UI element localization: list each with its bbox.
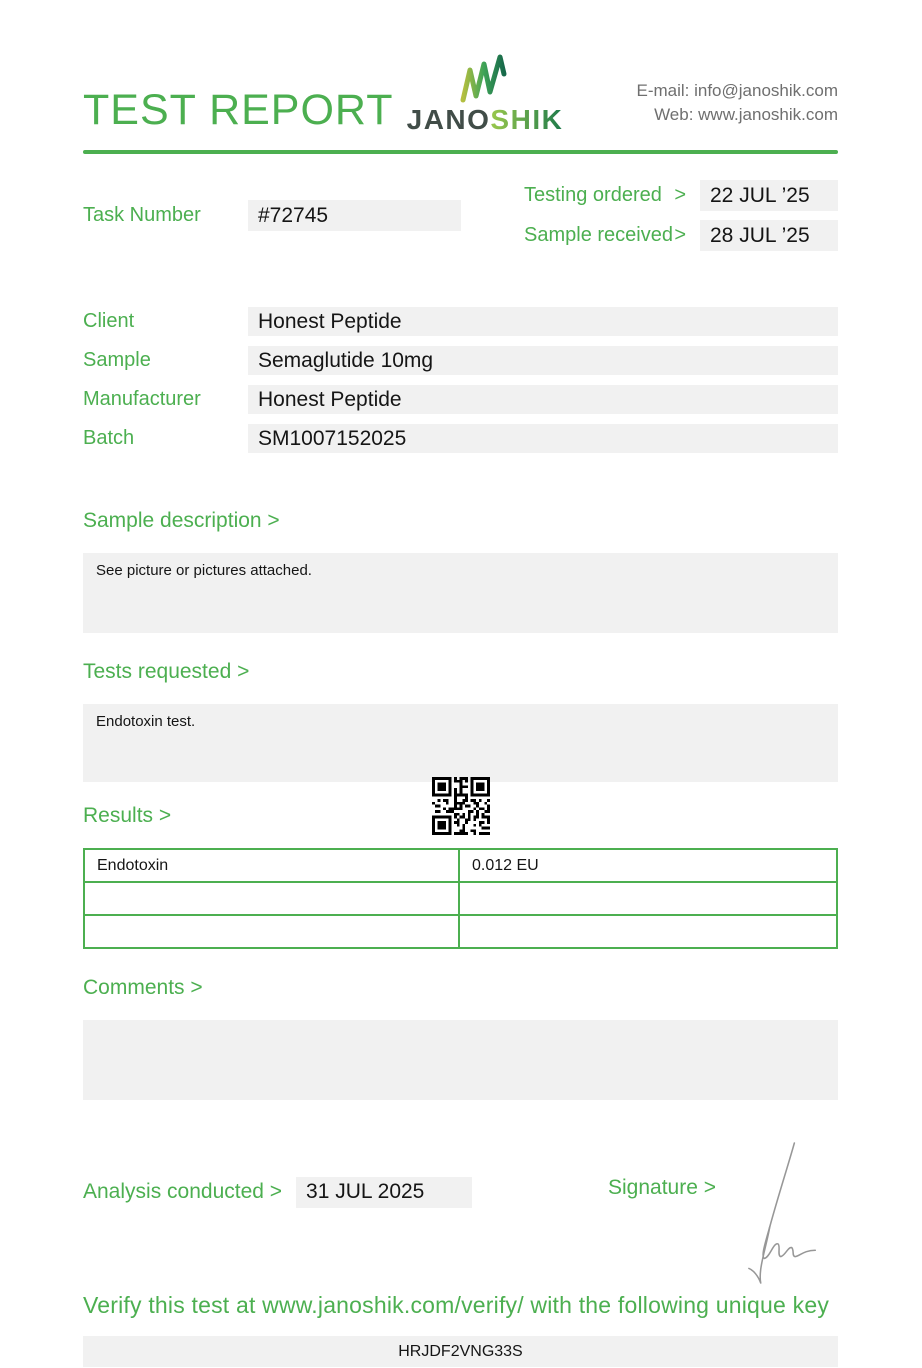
detail-row-client bbox=[83, 307, 838, 336]
header-divider bbox=[83, 150, 838, 154]
sample-received-value: 28 JUL ’25 bbox=[700, 220, 838, 251]
results-row bbox=[84, 849, 837, 882]
result-value-cell bbox=[459, 915, 837, 948]
verify-instruction: Verify this test at www.janoshik.com/verify/ with the following unique key bbox=[83, 1292, 830, 1318]
testing-ordered-text: Testing ordered bbox=[524, 184, 662, 206]
details-section bbox=[83, 307, 838, 453]
client-label: Client bbox=[83, 310, 135, 332]
brand-wordmark-right: SHIK bbox=[490, 104, 564, 135]
manufacturer-value: Honest Peptide bbox=[248, 385, 838, 414]
tests-requested-heading: Tests requested > bbox=[83, 660, 250, 683]
verify-key: HRJDF2VNG33S bbox=[83, 1336, 838, 1367]
client-value: Honest Peptide bbox=[248, 307, 838, 336]
task-number-label: Task Number bbox=[83, 204, 201, 226]
tests-requested-section bbox=[83, 660, 838, 782]
qr-code bbox=[432, 777, 490, 835]
sample-description-heading: Sample description > bbox=[83, 509, 280, 532]
result-analyte-cell: Endotoxin bbox=[84, 849, 459, 882]
result-analyte-cell bbox=[84, 882, 459, 915]
brand-logo bbox=[407, 52, 564, 134]
detail-row-manufacturer bbox=[83, 385, 838, 414]
sample-label: Sample bbox=[83, 349, 151, 371]
dates-column bbox=[524, 180, 838, 251]
sample-received-text: Sample received bbox=[524, 224, 673, 246]
arrow-glyph: > bbox=[674, 224, 686, 246]
tests-requested-box: Endotoxin test. bbox=[83, 704, 838, 782]
brand-wordmark-left: JANO bbox=[406, 104, 491, 135]
footer-row bbox=[83, 1162, 838, 1222]
sample-description-box: See picture or pictures attached. bbox=[83, 553, 838, 633]
batch-label: Batch bbox=[83, 427, 135, 449]
sample-value: Semaglutide 10mg bbox=[248, 346, 838, 375]
contact-info bbox=[636, 79, 838, 134]
sample-description-section bbox=[83, 509, 838, 633]
brand-wordmark bbox=[407, 106, 564, 134]
header bbox=[83, 36, 838, 134]
result-value-cell bbox=[459, 882, 837, 915]
testing-ordered-value: 22 JUL ’25 bbox=[700, 180, 838, 211]
signature-label: Signature > bbox=[608, 1176, 716, 1199]
signature-group bbox=[608, 1134, 838, 1292]
sample-received-row bbox=[524, 220, 838, 251]
analysis-conducted-label: Analysis conducted > bbox=[83, 1180, 283, 1203]
page-title: TEST REPORT bbox=[83, 86, 394, 134]
results-row bbox=[84, 915, 837, 948]
arrow-glyph: > bbox=[674, 184, 686, 206]
analysis-date-value: 31 JUL 2025 bbox=[296, 1177, 472, 1208]
contact-web: Web: www.janoshik.com bbox=[654, 105, 838, 125]
detail-row-batch bbox=[83, 424, 838, 453]
contact-email: E-mail: info@janoshik.com bbox=[636, 80, 838, 100]
comments-box bbox=[83, 1020, 838, 1100]
result-value-cell: 0.012 EU bbox=[459, 849, 837, 882]
task-number-row bbox=[83, 180, 461, 251]
results-row bbox=[84, 882, 837, 915]
comments-heading: Comments > bbox=[83, 976, 203, 999]
testing-ordered-row bbox=[524, 180, 838, 211]
results-section bbox=[83, 804, 838, 949]
comments-section bbox=[83, 976, 838, 1100]
results-table bbox=[83, 848, 838, 949]
meta-section bbox=[83, 180, 838, 251]
result-analyte-cell bbox=[84, 915, 459, 948]
manufacturer-label: Manufacturer bbox=[83, 388, 201, 410]
growth-chart-arrow-icon bbox=[453, 52, 517, 104]
task-number-value: #72745 bbox=[248, 200, 461, 231]
detail-row-sample bbox=[83, 346, 838, 375]
signature-image bbox=[738, 1134, 838, 1292]
testing-ordered-label bbox=[524, 184, 686, 207]
batch-value: SM1007152025 bbox=[248, 424, 838, 453]
sample-received-label bbox=[524, 224, 686, 247]
results-heading: Results > bbox=[83, 804, 172, 827]
